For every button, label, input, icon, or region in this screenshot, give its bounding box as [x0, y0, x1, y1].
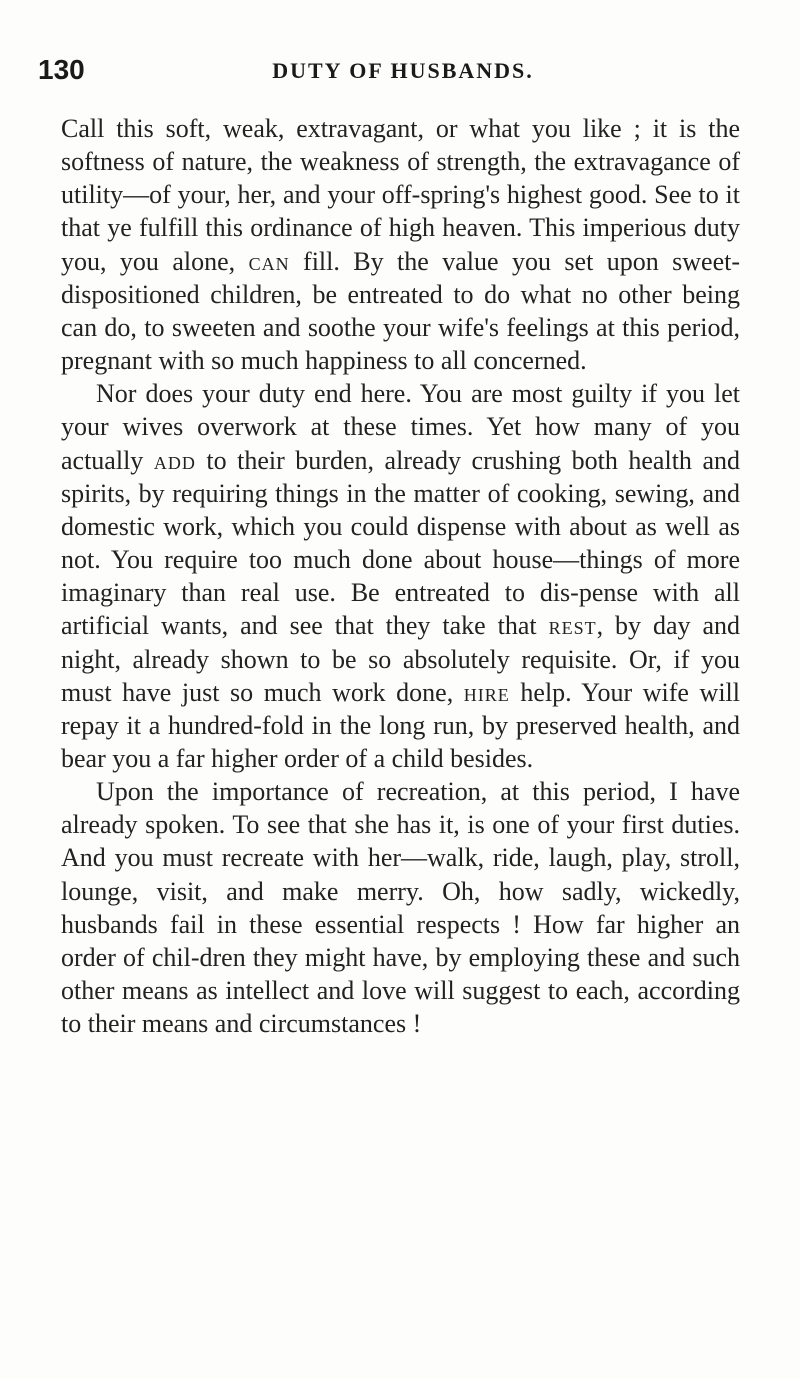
- text-segment: Nor does your duty end here. You are most guilty if you let your wives overwork at these times. Yet how many of you actually: [61, 379, 740, 475]
- paragraph-2: [61, 377, 740, 775]
- emphasis-hire: hire: [463, 677, 510, 707]
- page-header: [38, 54, 768, 94]
- emphasis-rest: rest: [548, 611, 597, 641]
- text-segment: Call this soft, weak, extravagant, or what you like ; it is the softness of nature, the weakness of strength, the extravagance of utility—of your, her, and your off-spring's highest good. See to it that ye fulfill this ordinance of high heaven. This imperious duty you, you alone,: [61, 114, 740, 276]
- paragraph-3: [61, 775, 740, 1040]
- text-segment: Upon the importance of recreation, at this period, I have already spoken. To see that she has it, is one of your first duties. And you must recreate with her—walk, ride, laugh, play, stroll, lounge, visit, and make merry. Oh, how sadly, wickedly, husbands fail in these essential respects ! How far higher an order of chil-dren they might have, by employing these and such other means as intellect and love will suggest to each, according to their means and circumstances !: [61, 777, 740, 1039]
- text-segment: fill. By the value you set upon sweet-dispositioned children, be entreated to do what no other being can do, to sweeten and soothe your wife's feelings at this period, pregnant with so much happiness to all concerned.: [61, 246, 740, 376]
- emphasis-can: can: [248, 246, 290, 276]
- text-segment: , by day and night, already shown to be so absolutely requisite. Or, if you must have just so much work done,: [61, 611, 740, 707]
- page-number: 130: [38, 54, 85, 85]
- running-head: DUTY OF HUSBANDS.: [272, 58, 534, 83]
- text-segment: to their burden, already crushing both health and spirits, by requiring things in the matter of cooking, sewing, and domestic work, which you could dispense with about as well as not. You require too much done about house—things of more imaginary than real use. Be entreated to dis-pense with all artificial wants, and see that they take that: [61, 445, 740, 641]
- emphasis-add: add: [153, 445, 196, 475]
- body-text: [61, 112, 740, 1040]
- text-segment: help. Your wife will repay it a hundred-fold in the long run, by preserved health, and bear you a far higher order of a child besides.: [61, 677, 740, 773]
- paragraph-1: [61, 112, 740, 377]
